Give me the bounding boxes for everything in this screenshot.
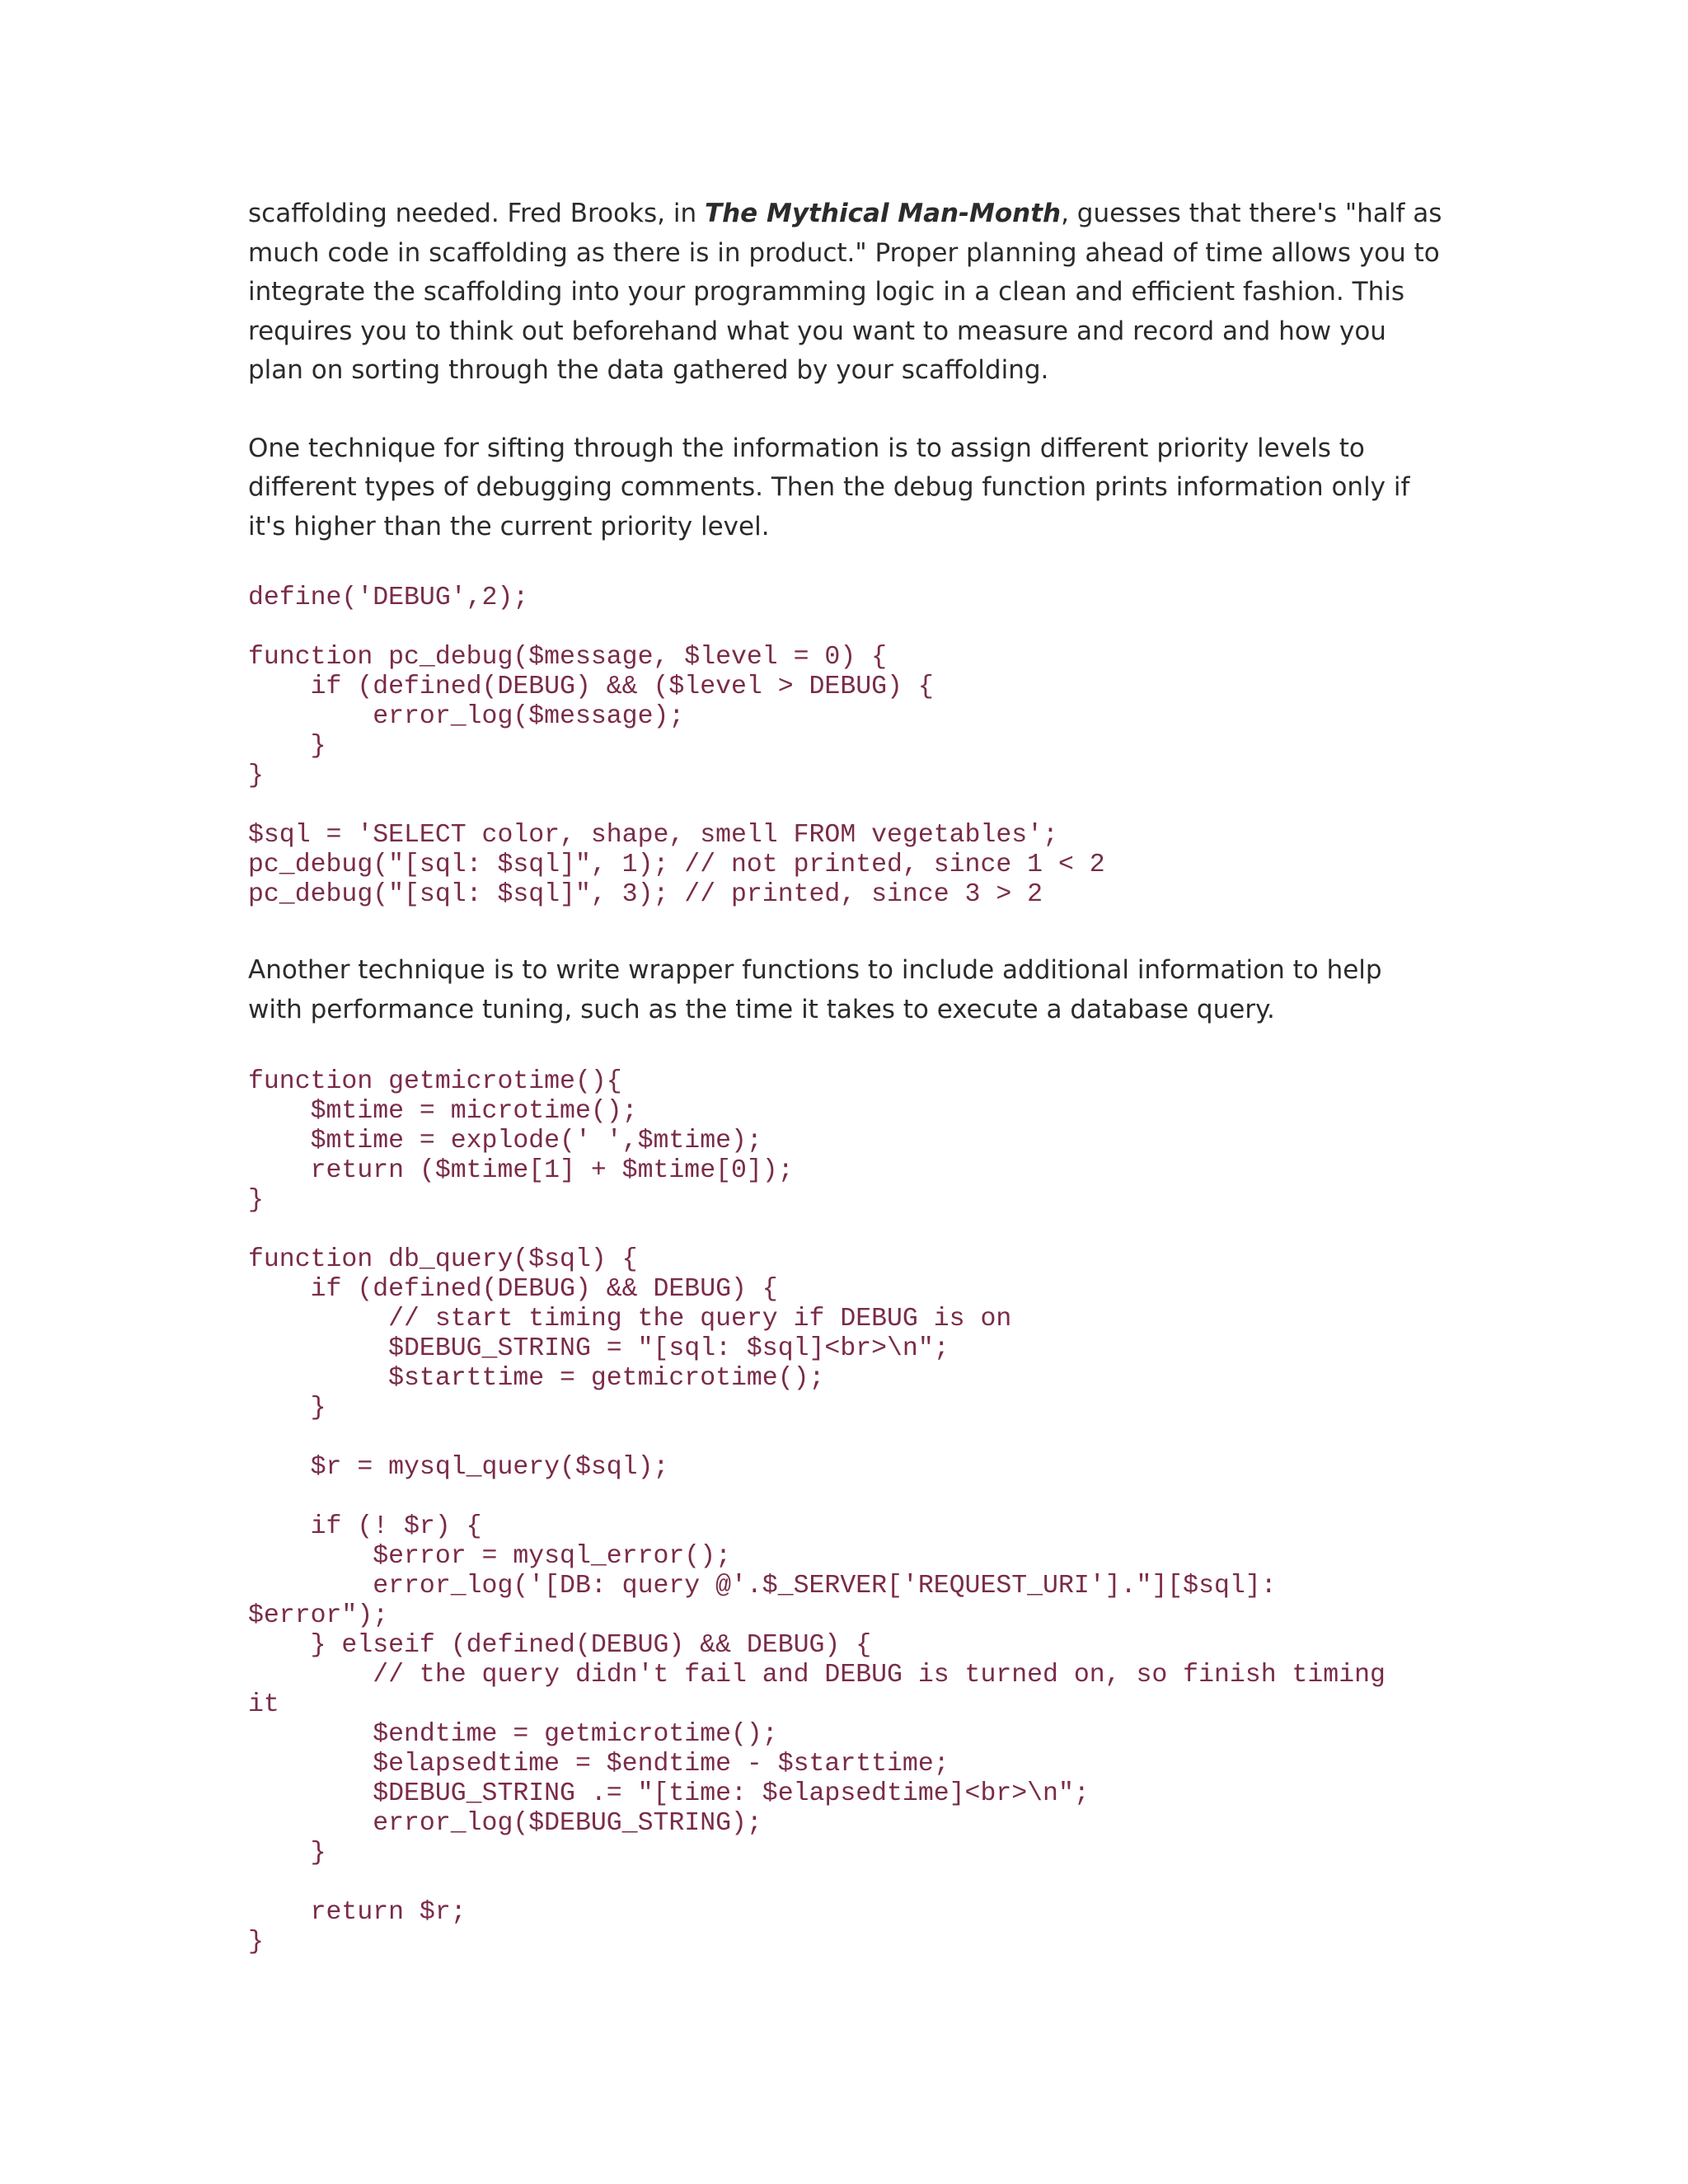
paragraph-text: , guesses that there's "half as much code in scaffolding as there is in product." Proper planning ahead of time allows you to integrate the scaffolding into your programming logic in a clean and efficient fashion. This requires you to think out beforehand what you want to measure and record and how you plan on sorting through the data gathered by your scaffolding. xyxy=(248,199,1442,385)
paragraph-priority-levels: One technique for sifting through the information is to assign different priority levels to different types of debugging comments. Then the debug function prints information only if it's higher than the current priority level. xyxy=(248,433,1410,541)
document-page xyxy=(248,194,1443,1957)
book-title: The Mythical Man-Month xyxy=(704,199,1062,228)
paragraph-wrapper-functions: Another technique is to write wrapper functions to include additional information to help with performance tuning, such as the time it takes to execute a database query. xyxy=(248,955,1382,1024)
paragraph-text: scaffolding needed. Fred Brooks, in xyxy=(248,199,705,228)
code-block-debug-priority: define('DEBUG',2); function pc_debug($message, $level = 0) { if (defined(DEBUG) && ($level > DEBUG) { error_log($message); } } $sql = 'SELECT color, shape, smell FROM vegetables'; pc_debug("[sql: $sql]", 1); // not printed, since 1 < 2 pc_debug("[sql: $sql]", 3); // printed, since 3 > 2 xyxy=(248,583,1105,909)
code-block-db-query-wrapper: function getmicrotime(){ $mtime = microtime(); $mtime = explode(' ',$mtime); return ($mtime[1] + $mtime[0]); } function db_query($sql) { if (defined(DEBUG) && DEBUG) { // start timing the query if DEBUG is on $DEBUG_STRING = "[sql: $sql]<br>\n"; $starttime = getmicrotime(); } $r = mysql_query($sql); if (! $r) { $error = mysql_error(); error_log('[DB: query @'.$_SERVER['REQUEST_URI']."][$sql]: $error"); } elseif (defined(DEBUG) && DEBUG) { // the query didn't fail and DEBUG is turned on, so finish timing it $endtime = getmicrotime(); $elapsedtime = $endtime - $starttime; $DEBUG_STRING .= "[time: $elapsedtime]<br>\n"; error_log($DEBUG_STRING); } return $r; } xyxy=(248,1067,1386,1957)
paragraph-scaffolding xyxy=(248,194,1443,391)
